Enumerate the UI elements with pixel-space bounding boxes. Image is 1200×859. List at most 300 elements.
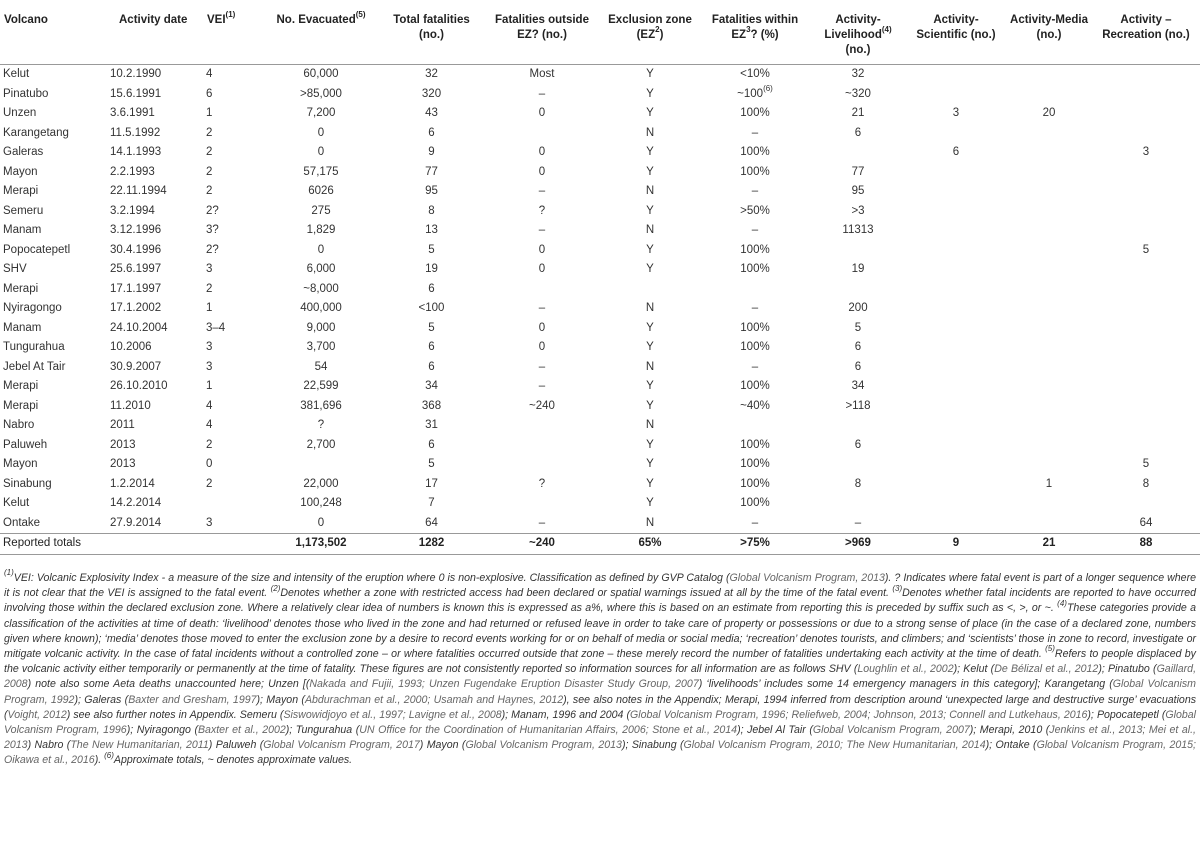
cell-volcano: Paluweh <box>3 438 48 451</box>
cell-exclusion-zone: N <box>645 185 655 197</box>
cell-fatalities-outside: Most <box>529 68 555 80</box>
cell-total-fatalities: 32 <box>425 68 438 80</box>
cell-livelihood: 34 <box>851 380 865 392</box>
cell-total-fatalities: 95 <box>425 185 438 197</box>
table-row <box>0 494 1200 514</box>
cell-recreation <box>1092 104 1200 124</box>
cell-activity-date: 3.6.1991 <box>110 107 155 119</box>
cell-volcano: Merapi <box>3 185 39 197</box>
cell-media <box>1006 241 1092 261</box>
cell-volcano: Nabro <box>3 419 35 431</box>
cell-evacuated: 6,000 <box>306 263 336 275</box>
cell-fatalities-within: – <box>751 126 759 139</box>
cell-activity-date: 30.4.1996 <box>110 243 162 256</box>
cell-activity-date: 2013 <box>110 458 136 470</box>
cell-media <box>1006 338 1092 358</box>
cell-fatalities-within <box>700 416 810 436</box>
cell-fatalities-outside: – <box>538 224 546 236</box>
cell-activity-date: 2011 <box>110 419 135 431</box>
cell-fatalities-outside: – <box>538 87 546 100</box>
cell-evacuated: 7,200 <box>306 107 336 119</box>
cell-recreation <box>1092 163 1200 183</box>
cell-scientific <box>906 260 1006 280</box>
cell-livelihood <box>810 494 906 514</box>
cell-vei: 2 <box>206 165 213 178</box>
cell-vei: 3 <box>206 341 213 353</box>
cell-scientific <box>906 397 1006 417</box>
totals-empty <box>203 534 263 555</box>
cell-vei: 2 <box>206 146 213 158</box>
cell-exclusion-zone: Y <box>646 68 654 80</box>
cell-evacuated: 22,599 <box>303 380 339 392</box>
cell-exclusion-zone: Y <box>646 87 654 100</box>
cell-total-fatalities: 6 <box>428 341 435 353</box>
header-fatalities-outside: Fatalities outside EZ? (no.) <box>484 0 600 65</box>
header-row <box>0 0 1200 65</box>
cell-fatalities-within: 100% <box>740 497 770 509</box>
cell-recreation: 3 <box>1142 146 1150 158</box>
cell-activity-date: 3.12.1996 <box>110 224 162 236</box>
cell-evacuated: 22,000 <box>303 477 339 490</box>
cell-livelihood <box>810 143 906 163</box>
cell-recreation <box>1092 319 1200 339</box>
header-fatalities-within: Fatalities within $EZ^3$? (%) <box>700 0 810 65</box>
cell-evacuated: 100,248 <box>300 497 342 509</box>
cell-vei: 3–4 <box>206 321 226 334</box>
header-scientific: Activity-Scientific (no.) <box>906 0 1006 65</box>
cell-livelihood: 32 <box>851 68 865 80</box>
cell-media <box>1006 416 1092 436</box>
cell-total-fatalities: 8 <box>428 204 435 217</box>
cell-total-fatalities: 6 <box>428 282 435 295</box>
cell-evacuated: 1,829 <box>306 224 336 236</box>
cell-livelihood: 6 <box>854 438 862 451</box>
cell-total-fatalities: 6 <box>428 360 435 373</box>
cell-fatalities-within: – <box>751 360 759 373</box>
cell-media <box>1006 377 1092 397</box>
cell-scientific <box>906 182 1006 202</box>
table-row <box>0 338 1200 358</box>
cell-volcano: Mayon <box>3 165 38 178</box>
cell-exclusion-zone: N <box>645 419 655 431</box>
cell-fatalities-outside: – <box>538 302 546 314</box>
totals-evacuated: 1,173,502 <box>263 534 379 555</box>
cell-exclusion-zone <box>600 280 700 300</box>
cell-scientific <box>906 377 1006 397</box>
cell-recreation <box>1092 338 1200 358</box>
cell-livelihood: 6 <box>854 360 862 373</box>
cell-evacuated: ? <box>317 419 325 431</box>
cell-volcano: Nyiragongo <box>3 302 62 314</box>
cell-recreation <box>1092 260 1200 280</box>
cell-exclusion-zone: Y <box>646 477 654 490</box>
cell-exclusion-zone: Y <box>646 146 654 158</box>
cell-vei: 2 <box>206 185 213 197</box>
cell-activity-date: 2013 <box>110 438 136 451</box>
cell-scientific <box>906 358 1006 378</box>
cell-activity-date: 11.5.1992 <box>110 126 161 139</box>
table-row <box>0 299 1200 319</box>
cell-scientific <box>906 202 1006 222</box>
cell-evacuated: 2,700 <box>306 438 336 451</box>
cell-activity-date: 22.11.1994 <box>110 185 167 197</box>
cell-livelihood: 21 <box>851 107 865 119</box>
cell-vei: 3 <box>206 263 213 275</box>
cell-evacuated: 9,000 <box>306 321 336 334</box>
cell-evacuated: 57,175 <box>303 165 339 178</box>
cell-scientific <box>906 338 1006 358</box>
table-row <box>0 280 1200 300</box>
cell-livelihood: 200 <box>848 302 868 314</box>
cell-total-fatalities: 9 <box>428 146 435 158</box>
cell-total-fatalities: 19 <box>425 263 438 275</box>
table-row <box>0 358 1200 378</box>
table-row <box>0 65 1200 85</box>
cell-fatalities-outside: 0 <box>538 107 546 119</box>
cell-recreation <box>1092 358 1200 378</box>
cell-activity-date: 1.2.2014 <box>110 477 155 490</box>
table-row <box>0 85 1200 105</box>
cell-fatalities-within: – <box>751 302 759 314</box>
cell-scientific <box>906 280 1006 300</box>
cell-total-fatalities: 5 <box>428 243 435 256</box>
cell-recreation <box>1092 436 1200 456</box>
cell-vei: 3 <box>206 516 213 529</box>
cell-exclusion-zone: Y <box>646 243 654 256</box>
cell-activity-date: 24.10.2004 <box>110 321 168 334</box>
cell-media <box>1006 202 1092 222</box>
cell-recreation <box>1092 280 1200 300</box>
cell-fatalities-outside: 0 <box>538 341 546 353</box>
cell-volcano: Pinatubo <box>3 87 49 100</box>
cell-volcano: Manam <box>3 224 42 236</box>
cell-media <box>1006 436 1092 456</box>
cell-scientific <box>906 436 1006 456</box>
table-row <box>0 182 1200 202</box>
cell-volcano: Kelut <box>3 497 30 509</box>
cell-livelihood: >3 <box>851 204 865 217</box>
cell-livelihood: 8 <box>854 477 862 490</box>
cell-total-fatalities: 5 <box>428 458 435 470</box>
cell-scientific <box>906 241 1006 261</box>
cell-exclusion-zone: Y <box>646 497 654 509</box>
cell-activity-date: 10.2006 <box>110 341 152 353</box>
cell-livelihood <box>810 416 906 436</box>
cell-volcano: Popocatepetl <box>3 243 71 256</box>
cell-fatalities-within: ~40% <box>740 399 770 412</box>
cell-media <box>1006 65 1092 85</box>
cell-evacuated: 400,000 <box>300 302 342 314</box>
cell-exclusion-zone: Y <box>646 341 654 353</box>
cell-media <box>1006 85 1092 105</box>
table-row <box>0 260 1200 280</box>
cell-media <box>1006 514 1092 534</box>
cell-media <box>1006 260 1092 280</box>
cell-exclusion-zone: N <box>645 126 655 139</box>
cell-fatalities-within: 100% <box>740 477 770 490</box>
cell-media <box>1006 124 1092 144</box>
cell-activity-date: 14.1.1993 <box>110 146 162 158</box>
cell-fatalities-outside: – <box>538 360 546 373</box>
cell-exclusion-zone: N <box>645 224 655 236</box>
cell-evacuated: 0 <box>317 516 325 529</box>
cell-exclusion-zone: Y <box>646 380 654 392</box>
cell-total-fatalities: 43 <box>425 107 438 119</box>
cell-vei: 6 <box>206 87 213 100</box>
table-row <box>0 104 1200 124</box>
cell-vei: 3 <box>206 360 213 373</box>
cell-fatalities-within: 100% <box>740 341 770 353</box>
cell-evacuated: 54 <box>314 360 328 373</box>
cell-scientific <box>906 319 1006 339</box>
header-exclusion-zone: Exclusion zone $(EZ^2)$ <box>600 0 700 65</box>
cell-media <box>1006 455 1092 475</box>
cell-vei: 0 <box>206 458 213 470</box>
table-body <box>0 65 1200 555</box>
cell-recreation <box>1092 65 1200 85</box>
cell-total-fatalities: 34 <box>425 380 438 392</box>
cell-recreation <box>1092 182 1200 202</box>
cell-fatalities-outside <box>484 124 600 144</box>
cell-livelihood: 6 <box>854 341 862 353</box>
cell-volcano: Manam <box>3 321 42 334</box>
cell-evacuated: 0 <box>317 146 325 158</box>
cell-vei: 2? <box>206 204 219 217</box>
cell-activity-date: 17.1.2002 <box>110 302 162 314</box>
cell-recreation <box>1092 494 1200 514</box>
cell-total-fatalities: 368 <box>421 399 442 412</box>
cell-fatalities-outside: ? <box>538 477 546 490</box>
cell-volcano: Mayon <box>3 458 38 470</box>
cell-fatalities-outside <box>484 280 600 300</box>
table-row <box>0 163 1200 183</box>
cell-livelihood: 19 <box>851 263 865 275</box>
header-activity-date: Activity date <box>107 0 203 65</box>
cell-total-fatalities: 13 <box>425 224 438 236</box>
cell-scientific <box>906 124 1006 144</box>
cell-media <box>1006 299 1092 319</box>
table-row <box>0 221 1200 241</box>
cell-livelihood: >118 <box>845 399 871 412</box>
cell-vei <box>203 494 263 514</box>
cell-livelihood <box>810 241 906 261</box>
cell-volcano: Kelut <box>3 68 30 80</box>
cell-total-fatalities: 6 <box>428 438 435 451</box>
table-row <box>0 416 1200 436</box>
cell-total-fatalities: 320 <box>421 87 442 100</box>
cell-evacuated <box>263 455 379 475</box>
table-row <box>0 377 1200 397</box>
cell-vei: 2 <box>206 126 213 139</box>
header-livelihood: Activity-Livelihood$^{(4)}$ (no.) <box>810 0 906 65</box>
cell-fatalities-within: 100% <box>740 243 770 256</box>
cell-scientific <box>906 85 1006 105</box>
cell-livelihood: 95 <box>851 185 865 197</box>
cell-volcano: Ontake <box>3 516 41 529</box>
cell-recreation: 64 <box>1139 516 1153 529</box>
cell-recreation <box>1092 397 1200 417</box>
totals-row <box>0 534 1200 555</box>
table-row <box>0 202 1200 222</box>
cell-fatalities-within: 100% <box>740 107 770 119</box>
cell-volcano: Jebel At Tair <box>3 360 66 373</box>
totals-media: 21 <box>1006 534 1092 555</box>
cell-scientific <box>906 455 1006 475</box>
cell-media: 20 <box>1042 107 1056 119</box>
header-evacuated: No. Evacuated$^{(5)}$ <box>263 0 379 65</box>
cell-evacuated: 3,700 <box>306 341 336 353</box>
cell-exclusion-zone: N <box>645 360 655 373</box>
cell-volcano: Merapi <box>3 282 39 295</box>
cell-activity-date: 10.2.1990 <box>110 68 162 80</box>
cell-volcano: Merapi <box>3 399 39 412</box>
cell-fatalities-within: 100% <box>740 380 770 392</box>
cell-activity-date: 17.1.1997 <box>110 282 162 295</box>
cell-fatalities-outside: 0 <box>538 146 546 158</box>
cell-vei: 3? <box>206 224 219 236</box>
header-total-fatalities: Total fatalities (no.) <box>379 0 484 65</box>
cell-media <box>1006 494 1092 514</box>
cell-total-fatalities: 64 <box>425 516 438 529</box>
cell-fatalities-outside <box>484 455 600 475</box>
cell-scientific: 3 <box>952 107 960 119</box>
cell-scientific: 6 <box>952 146 960 158</box>
cell-scientific <box>906 514 1006 534</box>
cell-vei: 2 <box>206 282 213 295</box>
totals-exclusion-zone: 65% <box>600 534 700 555</box>
cell-recreation <box>1092 85 1200 105</box>
cell-volcano: Galeras <box>3 146 44 158</box>
cell-vei: 4 <box>206 68 213 80</box>
cell-media <box>1006 163 1092 183</box>
cell-recreation: 8 <box>1142 477 1150 490</box>
cell-fatalities-within: 100% <box>740 321 770 334</box>
cell-fatalities-outside: 0 <box>538 321 546 334</box>
cell-evacuated: 275 <box>311 204 331 217</box>
cell-livelihood: ~320 <box>845 87 871 100</box>
cell-activity-date: 26.10.2010 <box>110 380 168 392</box>
cell-media <box>1006 182 1092 202</box>
cell-recreation <box>1092 202 1200 222</box>
cell-evacuated: ~8,000 <box>303 282 339 295</box>
cell-fatalities-outside <box>484 416 600 436</box>
table-row <box>0 143 1200 163</box>
cell-volcano: SHV <box>3 263 27 275</box>
cell-exclusion-zone: Y <box>646 321 654 334</box>
cell-fatalities-outside <box>484 494 600 514</box>
cell-fatalities-outside <box>484 436 600 456</box>
cell-evacuated: 60,000 <box>303 68 339 80</box>
table-row <box>0 436 1200 456</box>
cell-fatalities-within: 100% <box>740 458 770 470</box>
cell-recreation <box>1092 221 1200 241</box>
cell-recreation <box>1092 416 1200 436</box>
cell-evacuated: 381,696 <box>300 399 342 412</box>
cell-scientific <box>906 494 1006 514</box>
totals-scientific: 9 <box>906 534 1006 555</box>
cell-activity-date: 2.2.1993 <box>110 165 155 178</box>
cell-exclusion-zone: Y <box>646 165 654 178</box>
cell-activity-date: 25.6.1997 <box>110 263 162 275</box>
cell-recreation <box>1092 124 1200 144</box>
cell-fatalities-within: <10% <box>740 68 770 80</box>
cell-vei: 2 <box>206 477 213 490</box>
cell-recreation <box>1092 299 1200 319</box>
table-row <box>0 455 1200 475</box>
cell-fatalities-within: ~100$^{(6)}$ <box>737 84 773 100</box>
cell-livelihood: 11313 <box>842 224 874 236</box>
cell-fatalities-outside: ? <box>538 204 546 217</box>
totals-within: >75% <box>700 534 810 555</box>
cell-media <box>1006 319 1092 339</box>
cell-scientific <box>906 65 1006 85</box>
header-volcano: Volcano <box>0 0 107 65</box>
cell-fatalities-outside: – <box>538 516 546 529</box>
cell-fatalities-within: >50% <box>740 204 770 217</box>
cell-vei: 4 <box>206 399 213 412</box>
footnotes: $^{(1)}$VEI: Volcanic Explosivity Index - a measure of the size and intensity of the eruption where 0 is non-explosive. Classification as defined by GVP Catalog (Global Volcanism Program, 2013). ? Indicates where fatal event is part of a longer sequence where it is not clear that the VEI is assigned to the fatal event. $^{(2)}$Denotes whether a zone with restricted access had been declared or spatial warnings issued at all by the time of the fatal event. $^{(3)}$Denotes whether fatal incidents are reported to have occurred involving those within the declared exclusion zone. Where a relatively clear idea of numbers is known this is expressed as a%, where this is based on an estimate from reporting this is preceded by suffix such as <, >, or ~. $^{(4)}$These categories provide a classification of the activities at time of death: ‘livelihood’ denotes those who lived in the zone and had returned or refused leave in order to take care of property or possessions or due to a strong sense of place (in the case of a declared zone, numbers given where known); ‘media’ denotes those moved to enter the exclusion zone by a desire to record events working for or on behalf of media or social media; ‘recreation’ denotes tourists, and climbers; and ‘scientists’ those in zone to record, investigate or mitigate volcanic activity. In the case of fatal incidents without a controlled zone – or where fatalities occurred outside that zone – these merely record the number of fatalities undertaking each activity at the time of death. $^{(5)}$Refers to people displaced by the volcanic activity either temporarily or permanently at the time of fatality. These figures are not consistently reported so information sources for all information are as follows SHV (Loughlin et al., 2002); Kelut (De Bélizal et al., 2012); Pinatubo (Gaillard, 2008) note also some Aeta deaths unaccounted here; Unzen [(Nakada and Fujii, 1993; Unzen Fugendake Eruption Disaster Study Group, 2007) ‘livelihoods’ includes some 14 emergency managers in this category]; Karangetang (Global Volcanism Program, 1992); Galeras (Baxter and Gresham, 1997); Mayon (Abdurachman et al., 2000; Usamah and Haynes, 2012), see also notes in the Appendix; Merapi, 1994 inferred from description around ‘unexpected large and destructive surge’ evacuations (Voight, 2012) see also further notes in Appendix. Semeru (Siswowidjoyo et al., 1997; Lavigne et al., 2008); Manam, 1996 and 2004 (Global Volcanism Program, 1996; Reliefweb, 2004; Johnson, 2013; Connell and Lutkehaus, 2016); Popocatepetl (Global Volcanism Program, 1996); Nyiragongo (Baxter et al., 2002); Tungurahua (UN Office for the Coordination of Humanitarian Affairs, 2006; Stone et al., 2014); Jebel Al Tair (Global Volcanism Program, 2007); Merapi, 2010 (Jenkins et al., 2013; Mei et al., 2013) Nabro (The New Humanitarian, 2011) Paluweh (Global Volcanism Program, 2017) Mayon (Global Volcanism Program, 2013); Sinabung (Global Volcanism Program, 2010; The New Humanitarian, 2014); Ontake (Global Volcanism Program, 2015; Oikawa et al., 2016). $^{(6)}$Approximate totals, ~ denotes approximate values. <box>4 568 1197 767</box>
cell-total-fatalities: 17 <box>425 477 438 490</box>
cell-vei: 2 <box>206 438 213 451</box>
cell-scientific <box>906 221 1006 241</box>
cell-livelihood: 77 <box>851 165 865 178</box>
cell-fatalities-outside: – <box>538 380 546 392</box>
cell-fatalities-within <box>700 280 810 300</box>
cell-fatalities-outside: ~240 <box>529 399 555 412</box>
cell-scientific <box>906 475 1006 495</box>
cell-volcano: Karangetang <box>3 126 69 139</box>
totals-label: Reported totals <box>0 534 107 555</box>
cell-vei: 1 <box>206 107 213 119</box>
header-vei: VEI$^{(1)}$ <box>203 0 263 65</box>
cell-volcano: Unzen <box>3 107 37 119</box>
cell-livelihood: 6 <box>854 126 862 139</box>
cell-scientific <box>906 416 1006 436</box>
cell-media <box>1006 358 1092 378</box>
header-media: Activity-Media (no.) <box>1006 0 1092 65</box>
cell-vei: 1 <box>206 380 213 392</box>
cell-fatalities-within: 100% <box>740 146 770 158</box>
cell-fatalities-within: 100% <box>740 263 770 275</box>
totals-outside: ~240 <box>484 534 600 555</box>
totals-livelihood: >969 <box>810 534 906 555</box>
cell-recreation: 5 <box>1142 243 1150 256</box>
table-row <box>0 475 1200 495</box>
cell-exclusion-zone: N <box>645 302 655 314</box>
cell-activity-date: 30.9.2007 <box>110 360 162 373</box>
cell-vei: 1 <box>206 302 213 314</box>
cell-media <box>1006 143 1092 163</box>
cell-evacuated: 0 <box>317 126 325 139</box>
cell-scientific <box>906 299 1006 319</box>
totals-fatalities: 1282 <box>379 534 484 555</box>
cell-fatalities-outside: 0 <box>538 243 546 256</box>
cell-exclusion-zone: Y <box>646 399 654 412</box>
cell-exclusion-zone: Y <box>646 458 654 470</box>
cell-fatalities-within: 100% <box>740 438 770 451</box>
cell-exclusion-zone: Y <box>646 204 654 217</box>
cell-evacuated: 0 <box>317 243 325 256</box>
cell-media: 1 <box>1045 477 1053 490</box>
totals-recreation: 88 <box>1092 534 1200 555</box>
cell-exclusion-zone: Y <box>646 263 654 275</box>
cell-media <box>1006 221 1092 241</box>
header-recreation: Activity – Recreation (no.) <box>1092 0 1200 65</box>
cell-activity-date: 27.9.2014 <box>110 516 162 529</box>
table-row <box>0 241 1200 261</box>
cell-media <box>1006 397 1092 417</box>
cell-recreation <box>1092 377 1200 397</box>
